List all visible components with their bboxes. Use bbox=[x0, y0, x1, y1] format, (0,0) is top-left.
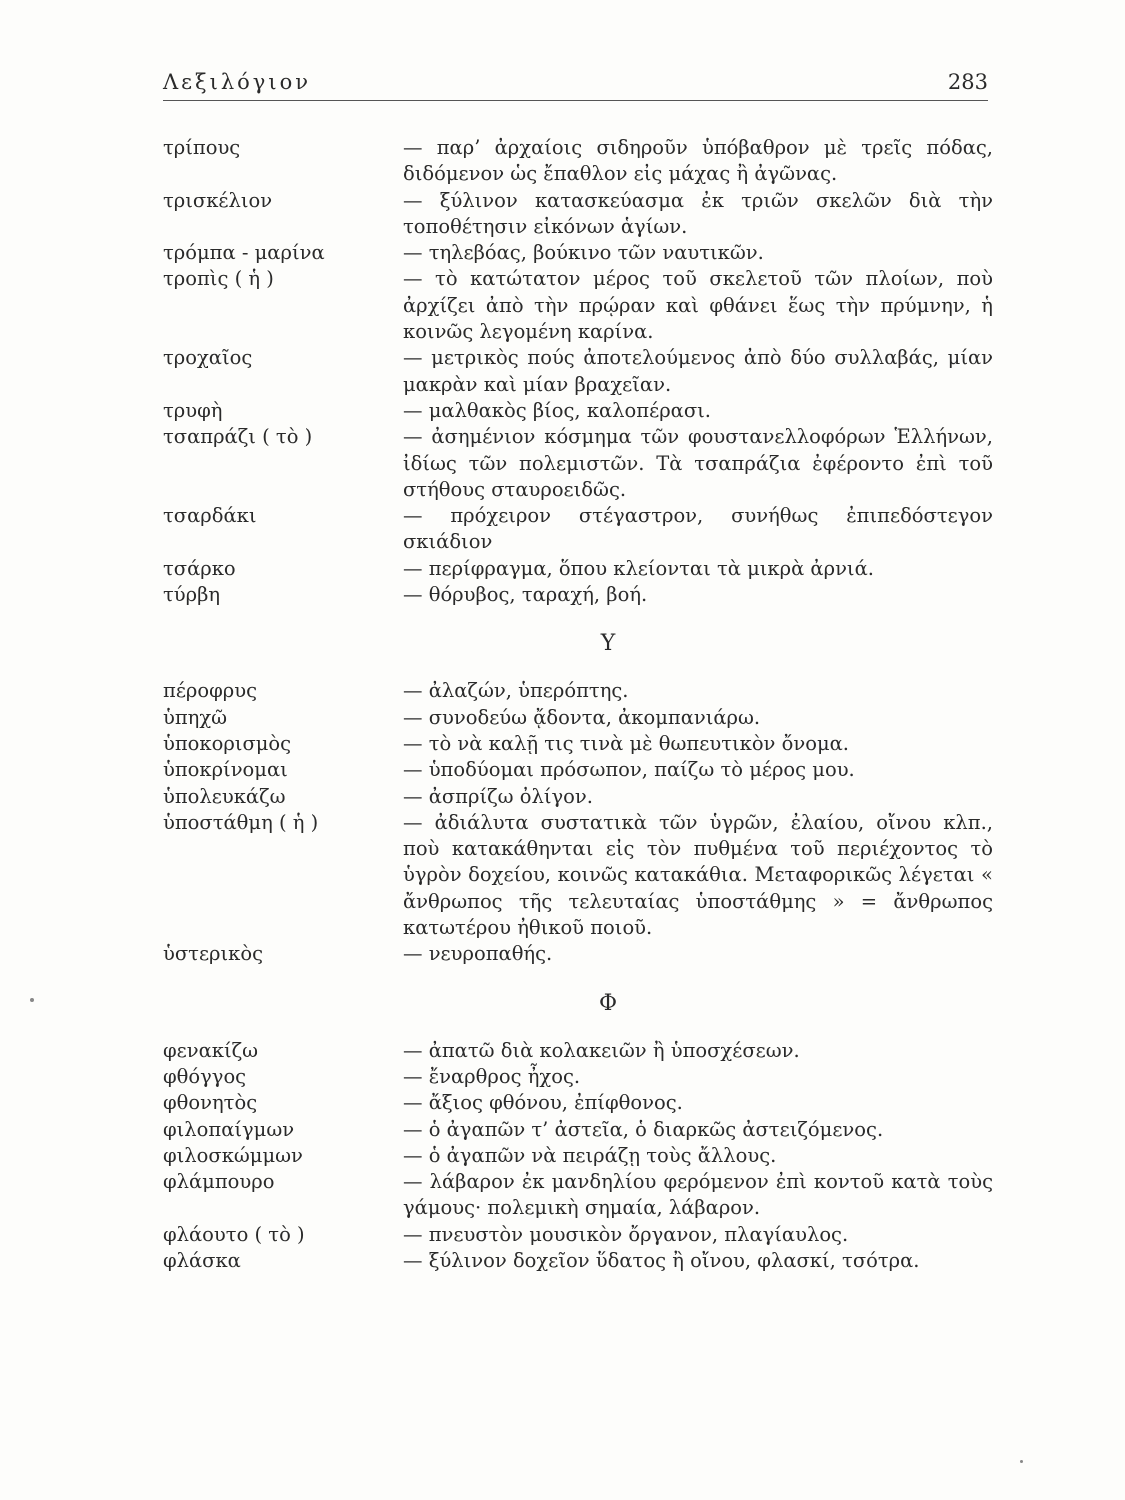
glossary-entry bbox=[163, 1169, 993, 1222]
entry-definition: — ἀδιάλυτα συστατικὰ τῶν ὑγρῶν, ἐλαίου, οἴνου κλπ., ποὺ κατακάθηνται εἰς τὸν πυθμένα τοῦ περιέχοντος τὸ ὑγρὸν δοχείου, κοινῶς κατακάθια. Μεταφορικῶς λέγεται « ἄνθρωπος τῆς τελευταίας ὑποστάθμης » = ἄνθρωπος κατωτέρου ἠθικοῦ ποιοῦ. bbox=[403, 810, 993, 940]
glossary-entry bbox=[163, 503, 993, 556]
glossary-entry bbox=[163, 345, 993, 398]
glossary-entry bbox=[163, 582, 993, 608]
entry-definition: — ἀσημένιον κόσμημα τῶν φουστανελλοφόρων Ἑλλήνων, ἰδίως τῶν πολεμιστῶν. Τὰ τσαπράζια ἐφέροντο ἐπὶ τοῦ στήθους σταυροειδῶς. bbox=[403, 425, 993, 501]
scan-speck bbox=[30, 998, 34, 1002]
entry-definition: — λάβαρον ἐκ μανδηλίου φερόμενον ἐπὶ κοντοῦ κατὰ τοὺς γάμους· πολεμικὴ σημαία, λάβαρον. bbox=[403, 1170, 993, 1220]
entry-term: τσαπράζι ( τὸ ) bbox=[163, 425, 313, 449]
glossary-entry bbox=[163, 705, 993, 731]
glossary-entry bbox=[163, 1064, 993, 1090]
glossary-entry bbox=[163, 266, 993, 345]
entry-term: φενακίζω bbox=[163, 1038, 259, 1062]
glossary-entry bbox=[163, 784, 993, 810]
entry-term: τρυφὴ bbox=[163, 398, 223, 422]
glossary-section bbox=[163, 618, 993, 967]
glossary-entry bbox=[163, 424, 993, 503]
entry-definition: — ξύλινον κατασκεύασμα ἐκ τριῶν σκελῶν διὰ τὴν τοποθέτησιν εἰκόνων ἁγίων. bbox=[403, 188, 993, 238]
entry-definition: — πνευστὸν μουσικὸν ὄργανον, πλαγίαυλος. bbox=[403, 1222, 849, 1246]
running-title: Λεξιλόγιον bbox=[163, 70, 311, 94]
entry-term: φλάμπουρο bbox=[163, 1170, 275, 1194]
glossary-entries bbox=[163, 135, 993, 1274]
entry-term: ὑποκορισμὸς bbox=[163, 731, 292, 755]
entry-term: πέροφρυς bbox=[163, 679, 258, 703]
glossary-entry bbox=[163, 757, 993, 783]
glossary-entry bbox=[163, 240, 993, 266]
glossary-entry bbox=[163, 1222, 993, 1248]
entry-definition: — τὸ νὰ καλῇ τις τινὰ μὲ θωπευτικὸν ὄνομα. bbox=[403, 731, 849, 755]
entry-definition: — ὁ ἀγαπῶν νὰ πειράζῃ τοὺς ἄλλους. bbox=[403, 1143, 777, 1167]
entry-definition: — ἀλαζών, ὑπερόπτης. bbox=[403, 679, 629, 703]
entry-definition: — τὸ κατώτατον μέρος τοῦ σκελετοῦ τῶν πλοίων, ποὺ ἀρχίζει ἀπὸ τὴν πρῴραν καὶ φθάνει ἕως τὴν πρύμνην, ἡ κοινῶς λεγομένη καρίνα. bbox=[403, 267, 993, 344]
glossary-entry bbox=[163, 556, 993, 582]
glossary-entry bbox=[163, 1038, 993, 1064]
entry-definition: — παρ’ ἀρχαίοις σιδηροῦν ὑπόβαθρον μὲ τρεῖς πόδας, διδόμενον ὡς ἔπαθλον εἰς μάχας ἢ ἀγῶνας. bbox=[403, 136, 993, 186]
entry-term: φλάουτο ( τὸ ) bbox=[163, 1222, 305, 1246]
glossary-entry bbox=[163, 678, 993, 704]
entry-term: φιλοπαίγμων bbox=[163, 1117, 295, 1141]
entry-term: τσάρκο bbox=[163, 556, 236, 580]
entry-term: τρίπους bbox=[163, 136, 241, 159]
page-header bbox=[163, 70, 988, 101]
entry-definition: — θόρυβος, ταραχή, βοή. bbox=[403, 583, 648, 607]
entry-term: ὑπολευκάζω bbox=[163, 784, 286, 808]
entry-definition: — μαλθακὸς βίος, καλοπέρασι. bbox=[403, 398, 711, 422]
entry-definition: — περίφραγμα, ὅπου κλείονται τὰ μικρὰ ἀρνιά. bbox=[403, 556, 874, 580]
glossary-section bbox=[163, 978, 993, 1275]
page-number: 283 bbox=[947, 70, 988, 94]
entry-definition: — πρόχειρον στέγαστρον, συνήθως ἐπιπεδόστεγον σκιάδιον bbox=[403, 504, 993, 554]
entry-definition: — ἀπατῶ διὰ κολακειῶν ἢ ὑποσχέσεων. bbox=[403, 1038, 800, 1062]
entry-term: τύρβη bbox=[163, 583, 221, 607]
entry-term: τρόμπα - μαρίνα bbox=[163, 241, 325, 265]
glossary-entry bbox=[163, 1143, 993, 1169]
entry-definition: — μετρικὸς πούς ἀποτελούμενος ἀπὸ δύο συλλαβάς, μίαν μακρὰν καὶ μίαν βραχεῖαν. bbox=[403, 346, 993, 396]
glossary-entry bbox=[163, 1090, 993, 1116]
entry-definition: — ξύλινον δοχεῖον ὕδατος ἢ οἴνου, φλασκί, τσότρα. bbox=[403, 1248, 920, 1272]
entry-definition: — ὁ ἀγαπῶν τ’ ἀστεῖα, ὁ διαρκῶς ἀστειζόμενος. bbox=[403, 1117, 884, 1141]
entry-term: ὑποκρίνομαι bbox=[163, 758, 288, 782]
glossary-entry bbox=[163, 1117, 993, 1143]
entry-term: τσαρδάκι bbox=[163, 504, 257, 528]
glossary-entry bbox=[163, 941, 993, 967]
entry-definition: — ὑποδύομαι πρόσωπον, παίζω τὸ μέρος μου. bbox=[403, 758, 855, 782]
entry-definition: — ἄξιος φθόνου, ἐπίφθονος. bbox=[403, 1091, 683, 1115]
entry-definition: — συνοδεύω ᾄδοντα, ἀκομπανιάρω. bbox=[403, 705, 761, 729]
entry-definition: — τηλεβόας, βούκινο τῶν ναυτικῶν. bbox=[403, 241, 764, 265]
entry-definition: — ἀσπρίζω ὀλίγον. bbox=[403, 784, 593, 808]
entry-term: ὑποστάθμη ( ἡ ) bbox=[163, 810, 319, 834]
entry-term: ὑπηχῶ bbox=[163, 705, 228, 729]
glossary-entry bbox=[163, 810, 993, 941]
glossary-entry bbox=[163, 398, 993, 424]
entry-term: φλάσκα bbox=[163, 1248, 241, 1272]
section-letter-heading: Υ bbox=[600, 631, 616, 657]
spacer bbox=[163, 670, 993, 678]
glossary-entry bbox=[163, 731, 993, 757]
entry-term: τροχαῖος bbox=[163, 346, 253, 370]
entry-term: ὑστερικὸς bbox=[163, 942, 264, 966]
entry-term: τροπὶς ( ἡ ) bbox=[163, 267, 274, 291]
entry-term: φθονητὸς bbox=[163, 1091, 258, 1115]
spacer bbox=[163, 1030, 993, 1038]
entry-term: φθόγγος bbox=[163, 1064, 247, 1088]
glossary-entry bbox=[163, 188, 993, 241]
scan-speck bbox=[1020, 1460, 1023, 1463]
entry-term: φιλοσκώμμων bbox=[163, 1143, 303, 1167]
glossary-entry bbox=[163, 1248, 993, 1274]
entry-definition: — ἔναρθρος ἦχος. bbox=[403, 1064, 581, 1088]
section-letter-heading: Φ bbox=[598, 990, 618, 1016]
entry-definition: — νευροπαθής. bbox=[403, 942, 553, 966]
glossary-entry bbox=[163, 135, 993, 188]
glossary-section bbox=[163, 135, 993, 608]
entry-term: τρισκέλιον bbox=[163, 188, 273, 212]
